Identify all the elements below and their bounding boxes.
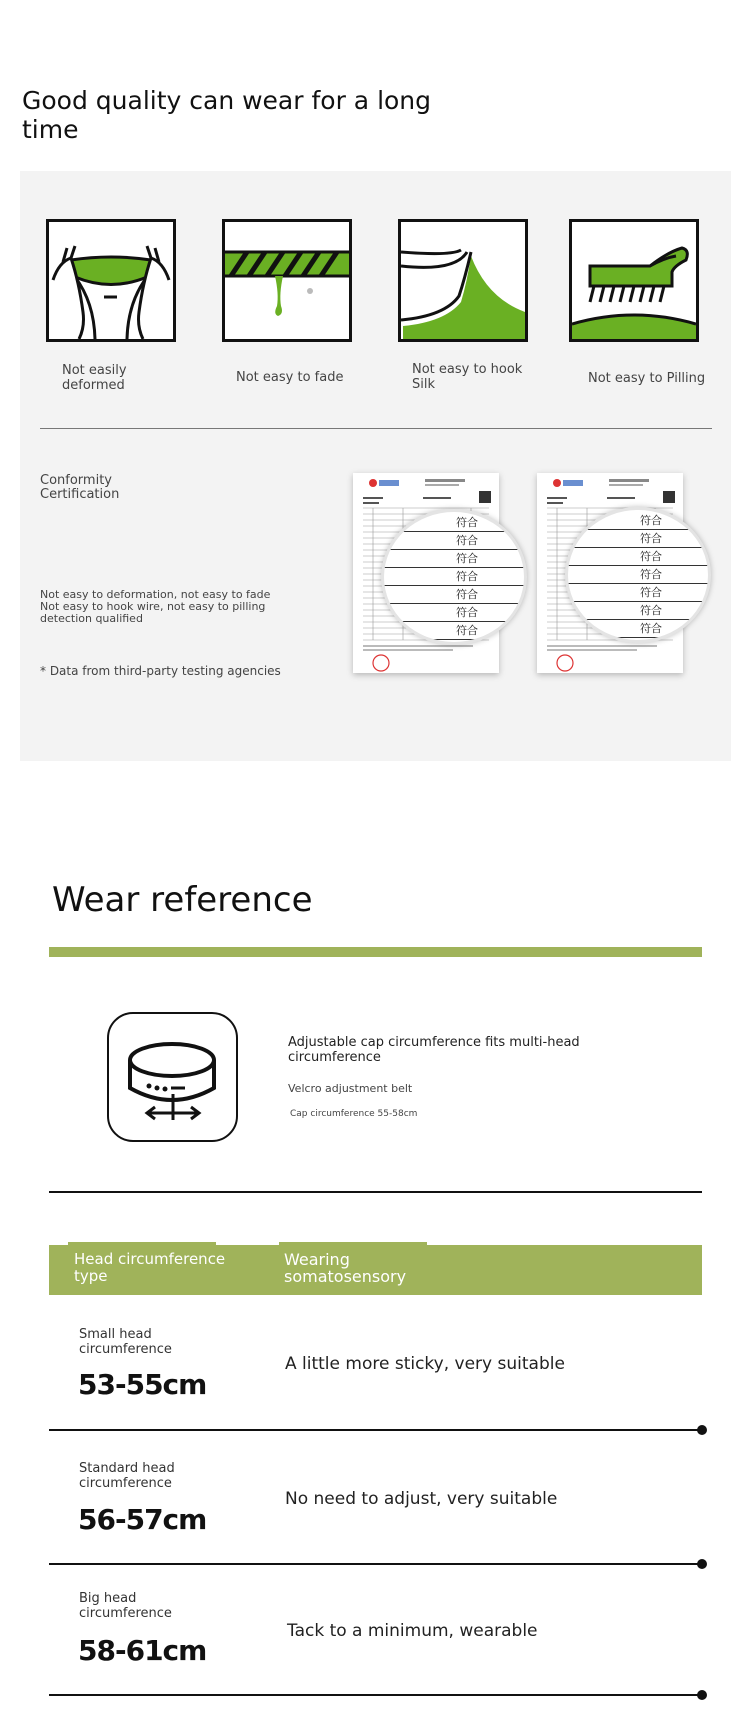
hands-stretch-icon	[46, 219, 176, 342]
loupe-text: 符合	[640, 532, 662, 545]
loupe-text: 符合	[640, 550, 662, 563]
row-head-size: 58-61cm	[78, 1634, 207, 1667]
accent-bar	[49, 947, 702, 957]
loupe-text: 符合	[456, 516, 478, 529]
certification-description	[40, 589, 295, 625]
loupe-text: 符合	[456, 570, 478, 583]
certification-description-text: Not easy to deformation, not easy to fade Not easy to hook wire, not easy to pilling detection qualified	[40, 588, 271, 625]
row-head-size: 53-55cm	[78, 1368, 207, 1401]
adjustable-cap-icon	[107, 1012, 238, 1142]
row-end-dot	[697, 1559, 707, 1569]
loupe-text: 符合	[640, 622, 662, 635]
wear-reference-title: Wear reference	[52, 880, 313, 920]
brush-fabric-icon	[569, 219, 699, 342]
row-divider	[49, 1563, 702, 1565]
row-head-type: Standard head circumference	[79, 1461, 175, 1491]
row-wearing-feel: Tack to a minimum, wearable	[287, 1621, 538, 1641]
row-wearing-feel: No need to adjust, very suitable	[285, 1489, 558, 1509]
fabric-hook-icon	[398, 219, 528, 342]
feature-label-deformed: Not easily deformed	[62, 363, 127, 393]
magnifier-loupe-2	[565, 507, 711, 643]
row-wearing-feel: A little more sticky, very suitable	[285, 1354, 565, 1374]
row-divider	[49, 1694, 702, 1696]
rope-drip-icon	[222, 219, 352, 342]
certification-note: * Data from third-party testing agencies	[40, 664, 281, 678]
row-divider	[49, 1429, 702, 1431]
cap-range-label: Cap circumference 55-58cm	[290, 1109, 418, 1119]
section-rule	[49, 1191, 702, 1193]
header-head-type: Head circumference type	[74, 1250, 226, 1285]
row-head-size: 56-57cm	[78, 1503, 207, 1536]
quality-title: Good quality can wear for a long time	[22, 86, 432, 144]
row-end-dot	[697, 1425, 707, 1435]
loupe-text: 符合	[456, 588, 478, 601]
row-head-type: Small head circumference	[79, 1327, 172, 1357]
header-wearing-feel: Wearing somatosensory	[284, 1250, 407, 1286]
row-head-type: Big head circumference	[79, 1591, 172, 1621]
feature-label-fade: Not easy to fade	[236, 370, 344, 385]
loupe-text: 符合	[640, 604, 662, 617]
adjustable-fit-title: Adjustable cap circumference fits multi-head circumference	[288, 1035, 580, 1065]
certification-title: Conformity Certification	[40, 473, 120, 502]
loupe-text: 符合	[456, 606, 478, 619]
loupe-text: 符合	[640, 586, 662, 599]
section-divider	[40, 428, 712, 429]
loupe-text: 符合	[640, 568, 662, 581]
loupe-text: 符合	[456, 552, 478, 565]
loupe-text: 符合	[640, 514, 662, 527]
magnifier-loupe-1	[381, 509, 527, 645]
loupe-text: 符合	[456, 624, 478, 637]
velcro-belt-label: Velcro adjustment belt	[288, 1082, 413, 1095]
row-end-dot	[697, 1690, 707, 1700]
feature-label-hook: Not easy to hook Silk	[412, 362, 523, 392]
feature-label-pilling: Not easy to Pilling	[588, 371, 706, 386]
loupe-text: 符合	[456, 534, 478, 547]
